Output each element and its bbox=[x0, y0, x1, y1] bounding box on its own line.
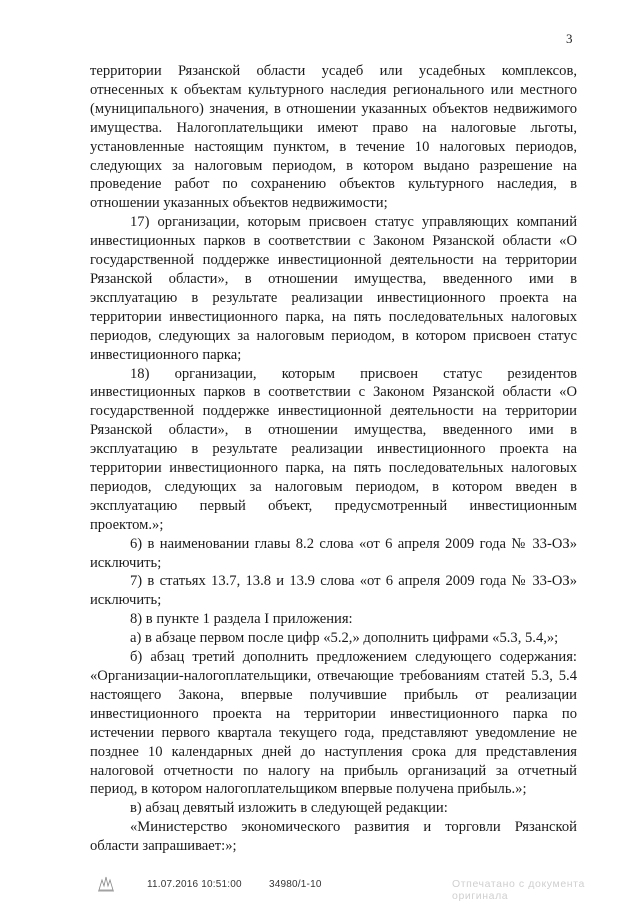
paragraph-subitem-a: а) в абзаце первом после цифр «5.2,» дополнить цифрами «5.3, 5.4,»; bbox=[130, 630, 559, 647]
paragraph-quote-ministry: «Министерство экономического развития и торговли Рязанской области запрашивает:»; bbox=[90, 819, 577, 855]
footer-watermark: Отпечатано с документа оригинала bbox=[452, 878, 585, 902]
document-body bbox=[90, 62, 577, 856]
footer-document-number: 34980/1-10 bbox=[269, 879, 322, 890]
paragraph-amendment-8: 8) в пункте 1 раздела I приложения: bbox=[130, 611, 353, 628]
paragraph-continuation: территории Рязанской области усадеб или усадебных комплексов, отнесенных к объектам культурного наследия регионального или местного (муниципального) значения, в отношении указанных объектов недвижимого имущества. Налогоплательщики имеют право на налоговые льготы, установленные настоящим пунктом, в течение 10 налоговых периодов, следующих за налоговым периодом, в котором выдано разрешение на проведение работ по сохранению объектов культурного наследия, в отношении указанных объектов недвижимости; bbox=[90, 63, 577, 212]
paragraph-amendment-6: 6) в наименовании главы 8.2 слова «от 6 апреля 2009 года № 33-ОЗ» исключить; bbox=[90, 535, 577, 571]
paragraph-item-17: 17) организации, которым присвоен статус управляющих компаний инвестиционных парков в соответствии с Законом Рязанской области «О государственной поддержке инвестиционной деятельности на территории Рязанской области», в отношении имущества, введенного ими в эксплуатацию в результате реализации инвестиционного проекта на территории инвестиционного парка, на пять последовательных налоговых периодов, следующих за налоговым периодом, в котором присвоен статус инвестиционного парка; bbox=[90, 214, 577, 363]
footer-timestamp: 11.07.2016 10:51:00 bbox=[147, 879, 242, 890]
stamp-mark-icon bbox=[96, 874, 116, 895]
paragraph-subitem-b: б) абзац третий дополнить предложением следующего содержания: «Организации-налогоплательщики, отвечающие требованиям статей 5.3, 5.4 настоящего Закона, впервые получившие прибыль от реализации инвестиционного проекта на территории инвестиционного парка по истечении первого квартала текущего года, представляют уведомление не позднее 10 календарных дней до наступления срока для представления налоговой отчетности по налогу на прибыль организаций за отчетный период, в котором налогоплательщиком впервые получена прибыль.»; bbox=[90, 649, 577, 798]
paragraph-amendment-7: 7) в статьях 13.7, 13.8 и 13.9 слова «от 6 апреля 2009 года № 33-ОЗ» исключить; bbox=[90, 573, 577, 609]
page-number: 3 bbox=[566, 31, 573, 46]
page-footer bbox=[0, 877, 640, 902]
paragraph-subitem-v: в) абзац девятый изложить в следующей редакции: bbox=[130, 800, 448, 817]
paragraph-item-18: 18) организации, которым присвоен статус резидентов инвестиционных парков в соответствии с Законом Рязанской области «О государственной поддержке инвестиционной деятельности на территории Рязанской области», в отношении имущества, введенного ими в эксплуатацию в результате реализации инвестиционного проекта на территории инвестиционного парка, на пять последовательных налоговых периодов, следующих за налоговым периодом, в котором введен в эксплуатацию первый объект, предусмотренный инвестиционным проектом.»; bbox=[90, 365, 577, 533]
